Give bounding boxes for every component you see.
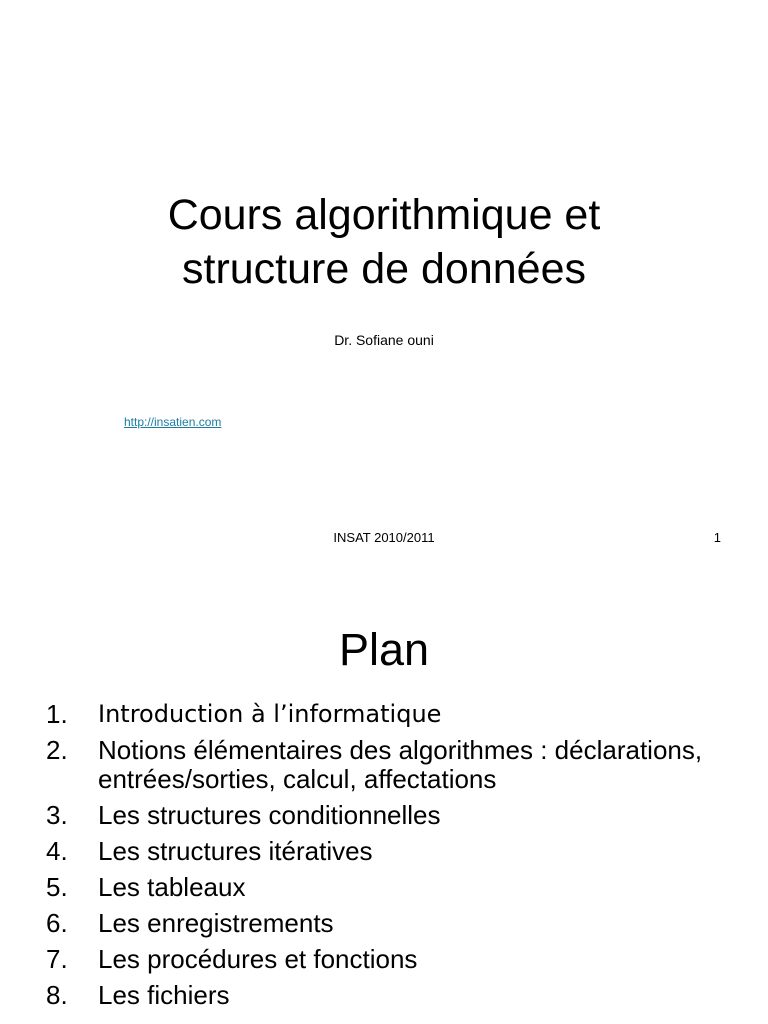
slide-title-line-2: structure de données [182,245,586,293]
list-item-text: Les enregistrements [98,908,334,938]
list-item [46,736,746,794]
plan-title: Plan [338,624,430,675]
page-number: 1 [713,530,721,545]
list-item [46,945,746,974]
list-item [46,981,746,1010]
list-item-text: Les structures itératives [98,836,373,866]
list-item-text: Introduction à l’informatique [98,700,442,728]
list-item-number: 6. [46,908,68,938]
plan-list [46,700,746,1017]
list-item-text: Les tableaux [98,872,246,902]
list-item [46,873,746,902]
slide-title [0,188,768,296]
slide-2 [0,560,768,1024]
list-item-number: 5. [46,872,68,902]
list-item [46,801,746,830]
list-item-text: Les fichiers [98,980,230,1010]
list-item [46,700,746,729]
slide-title-line-1: Cours algorithmique et [167,191,601,239]
list-item-number: 4. [46,836,68,866]
list-item-number: 3. [46,800,68,830]
list-item-text: Les structures conditionnelles [98,800,441,830]
slide-footer: INSAT 2010/2011 [333,530,435,545]
list-item [46,909,746,938]
list-item-number: 8. [46,980,68,1010]
list-item [46,837,746,866]
list-item-number: 2. [46,735,68,765]
list-item-number: 7. [46,944,68,974]
list-item-number: 1. [46,699,68,729]
website-link[interactable]: http://insatien.com [124,415,222,429]
list-item-text: Les procédures et fonctions [98,944,418,974]
list-item-text: Notions élémentaires des algorithmes : déclarations, entrées/sorties, calcul, affectations [98,735,703,794]
author-name: Dr. Sofiane ouni [334,332,434,348]
